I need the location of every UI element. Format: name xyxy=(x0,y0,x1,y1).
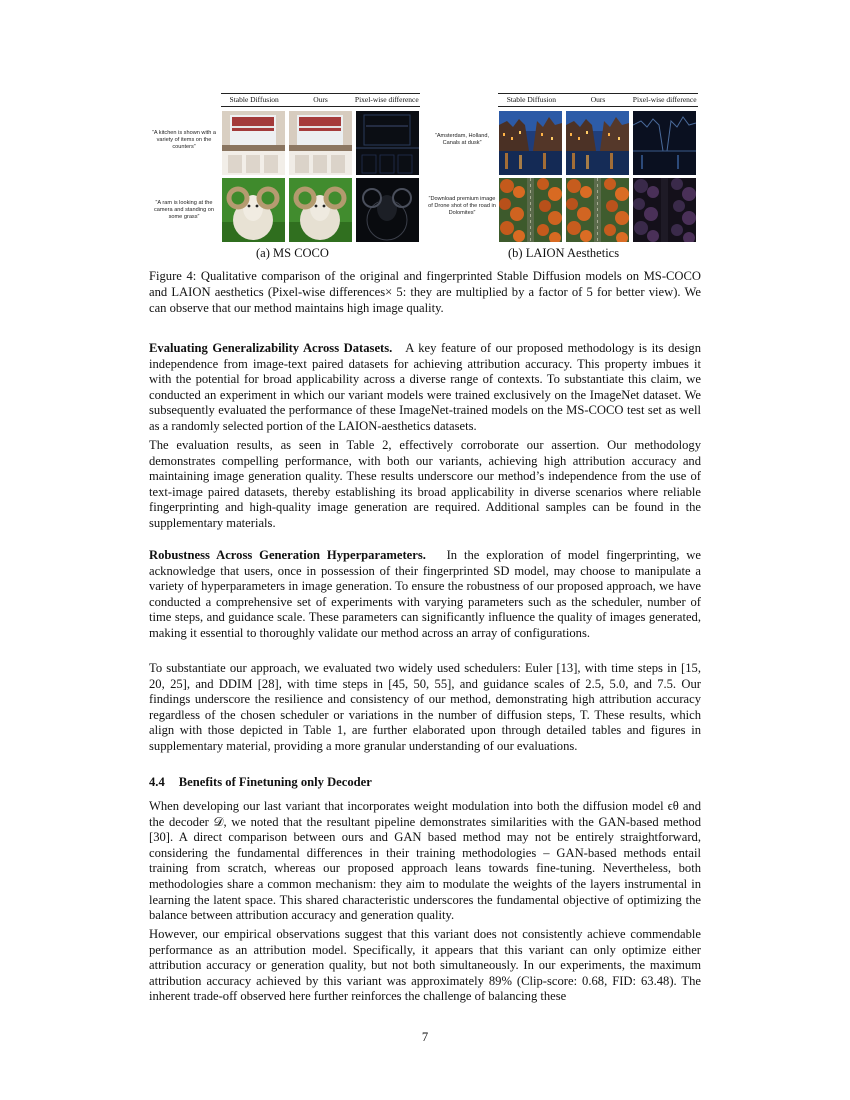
image-kitchen-diff xyxy=(356,111,419,175)
page-number: 7 xyxy=(421,1030,429,1044)
image-ram-ours xyxy=(289,178,352,242)
prompt-kitchen: “A kitchen is shown with a variety of items on the counters” xyxy=(151,130,217,150)
image-ram-diff xyxy=(356,178,419,242)
paragraph-evaluation-results: The evaluation results, as seen in Table 2, effectively corroborate our assertion. Our methodology demonstrates compelling performance, with both our variants, achieving high attribution accuracy and maintaining image generation quality. These results underscore our method’s independence from the use of text-image paired datasets, thereby establishing its broad applicability in diverse scenarios where reliable fingerprinting and high-quality image generation are required. Additional samples can be found in the supplementary materials. xyxy=(149,438,701,530)
image-ram-sd xyxy=(222,178,285,242)
figure-caption: Figure 4: Qualitative comparison of the original and fingerprinted Stable Diffusion models on MS-COCO and LAION aesthetics (Pixel-wise differences× 5: they are multiplied by a factor of 5 for better view). We can observe that our method maintains high image quality. xyxy=(149,269,701,315)
image-kitchen-sd xyxy=(222,111,285,175)
image-amsterdam-ours xyxy=(566,111,629,175)
prompt-ram: “A ram is looking at the camera and standing on some grass” xyxy=(153,200,215,220)
paragraph-text: A key feature of our proposed methodology is its design independence from image-text paired datasets for achieving attribution accuracy. This property imbues it with the potential for broad applicability across a diverse range of contexts. To substantiate this claim, we conducted an experiment in which our variant models were trained exclusively on the ImageNet dataset. We subsequently evaluated the performance of these ImageNet-trained models on the MS-COCO test set as well as a randomly selected portion of the LAION-aesthetics datasets. xyxy=(149,341,701,433)
image-dolomites-diff xyxy=(633,178,696,242)
subcaption-mscoco: (a) MS COCO xyxy=(256,246,329,260)
image-amsterdam-diff xyxy=(633,111,696,175)
column-headers xyxy=(221,93,420,107)
subcaption-laion: (b) LAION Aesthetics xyxy=(508,246,620,260)
image-amsterdam-sd xyxy=(499,111,562,175)
image-kitchen-ours xyxy=(289,111,352,175)
paragraph-decoder-variant: When developing our last variant that incorporates weight modulation into both the diffusion model ϵθ and the decoder 𝒟, we noted that the resultant pipeline demonstrates similarities with the GAN-based method [30]. A direct comparison between ours and GAN based method may not be entirely straightforward, considering the fundamental differences in their training methodologies – GAN-based methods entail training from scratch, whereas our proposed approach leans towards fine-tuning. Nevertheless, both methodologies share a common mechanism: they aim to modulate the weights of the layers instrumental in learning the latent space. This shared characteristic underscores the fundamental objective of optimizing the balance between attribution accuracy and generation quality. xyxy=(149,799,701,923)
paragraph-lead: Evaluating Generalizability Across Datasets. xyxy=(149,341,393,355)
section-number: 4.4 xyxy=(149,775,165,789)
paragraph-generalizability xyxy=(149,341,701,435)
prompt-amsterdam: “Amsterdam, Holland, Canals at dusk” xyxy=(434,133,490,146)
prompt-dolomites: “Download premium image of Drone shot of the road in Dolomites” xyxy=(428,196,496,216)
paragraph-empirical: However, our empirical observations suggest that this variant does not consistently achieve commendable performance as an attribution model. Specifically, it appears that this variant can only optimize either attribution accuracy or generation quality, but not both simultaneously. In our experiments, the maximum attribution accuracy achieved by this variant was approximately 89% (Clip-score: 0.68, FID: 63.48). The inherent trade-off observed here further reinforces the challenge of balancing these xyxy=(149,927,701,1004)
image-dolomites-sd xyxy=(499,178,562,242)
image-dolomites-ours xyxy=(566,178,629,242)
section-heading xyxy=(149,775,372,790)
col-ours: Ours xyxy=(313,95,328,104)
col-ours: Ours xyxy=(590,95,606,104)
col-pixel-diff: Pixel-wise difference xyxy=(354,95,419,104)
col-stable-diffusion: Stable Diffusion xyxy=(506,95,556,104)
col-stable-diffusion: Stable Diffusion xyxy=(229,95,279,104)
section-title: Benefits of Finetuning only Decoder xyxy=(178,775,372,789)
col-pixel-diff: Pixel-wise difference xyxy=(632,95,697,104)
paragraph-text: In the exploration of model fingerprinting, we acknowledge that users, once in possession of their fingerprinted SD model, may choose to manipulate a variety of hyperparameters in image generation. To ensure the robustness of our proposed approach, we have conducted a comprehensive set of experiments with varying parameters such as the scheduler, number of time steps, and guidance scale. These parameters can significantly influence the quality of images generated, making it essential to thoroughly validate our method across an array of configurations. xyxy=(149,548,701,640)
column-headers xyxy=(498,93,698,107)
paragraph-schedulers: To substantiate our approach, we evaluated two widely used schedulers: Euler [13], with time steps in [15, 20, 25], and DDIM [28], with time steps in [45, 50, 55], and guidance scales of 2.5, 5.0, and 7.5. Our findings underscore the resilience and consistency of our method, demonstrating high attribution accuracy regardless of the chosen scheduler or variations in the number of diffusion steps, T. These results, which align with those depicted in Table 1, are further elaborated upon through detailed tables and figures in supplementary material, providing a more granular understanding of our evaluations. xyxy=(149,661,701,753)
paragraph-robustness xyxy=(149,548,701,642)
paragraph-lead: Robustness Across Generation Hyperparameters. xyxy=(149,548,426,562)
